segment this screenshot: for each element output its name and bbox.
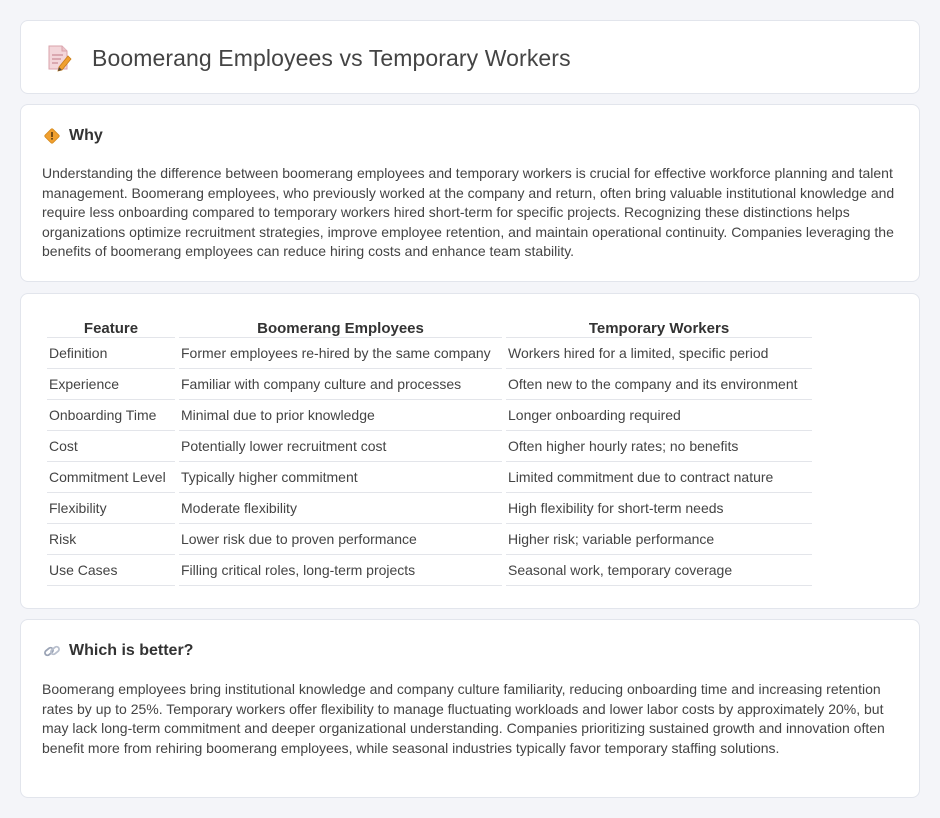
row-temporary: Higher risk; variable performance	[506, 524, 812, 555]
better-title: Which is better?	[69, 642, 194, 659]
row-boomerang: Moderate flexibility	[179, 493, 502, 524]
page-title: Boomerang Employees vs Temporary Workers	[92, 44, 571, 71]
table-row	[47, 400, 812, 431]
document-pencil-icon	[46, 43, 72, 73]
row-temporary: Limited commitment due to contract nature	[506, 462, 812, 493]
better-heading	[43, 642, 193, 660]
table-row	[47, 555, 812, 586]
comparison-table	[43, 316, 816, 586]
row-feature: Risk	[47, 524, 175, 555]
table-row	[47, 462, 812, 493]
row-feature: Use Cases	[47, 555, 175, 586]
row-temporary: High flexibility for short-term needs	[506, 493, 812, 524]
row-feature: Cost	[47, 431, 175, 462]
row-temporary: Often new to the company and its environment	[506, 369, 812, 400]
why-heading	[43, 127, 103, 145]
header-temporary: Temporary Workers	[506, 316, 812, 338]
why-title: Why	[69, 127, 103, 144]
row-boomerang: Filling critical roles, long-term projects	[179, 555, 502, 586]
header-feature: Feature	[47, 316, 175, 338]
table-row	[47, 338, 812, 369]
row-temporary: Seasonal work, temporary coverage	[506, 555, 812, 586]
row-boomerang: Lower risk due to proven performance	[179, 524, 502, 555]
row-boomerang: Familiar with company culture and processes	[179, 369, 502, 400]
diamond-sign-icon	[43, 127, 61, 145]
which-is-better-card	[20, 619, 920, 798]
row-boomerang: Former employees re-hired by the same company	[179, 338, 502, 369]
why-card	[20, 104, 920, 282]
table-row	[47, 369, 812, 400]
row-boomerang: Typically higher commitment	[179, 462, 502, 493]
row-feature: Experience	[47, 369, 175, 400]
row-feature: Definition	[47, 338, 175, 369]
comparison-card	[20, 293, 920, 609]
row-feature: Flexibility	[47, 493, 175, 524]
row-boomerang: Minimal due to prior knowledge	[179, 400, 502, 431]
why-paragraph: Understanding the difference between boomerang employees and temporary workers is crucial for effective workforce planning and talent management. Boomerang employees, who previously worked at the company and return, often bring valuable institutional knowledge and require less onboarding compared to temporary workers hired short-term for specific projects. Recognizing these distinctions helps organizations optimize recruitment strategies, improve employee retention, and maintain operational continuity. Companies leveraging the benefits of boomerang employees can reduce hiring costs and enhance team stability.	[42, 165, 895, 260]
title-row	[46, 43, 571, 73]
table-row	[47, 431, 812, 462]
row-feature: Commitment Level	[47, 462, 175, 493]
better-paragraph: Boomerang employees bring institutional knowledge and company culture familiarity, reducing onboarding time and increasing retention rates by up to 25%. Temporary workers offer flexibility to manage fluctuating workloads and lower labor costs by approximately 20%, but may lack long-term commitment and deeper organizational understanding. Companies prioritizing sustained growth and innovation often benefit more from rehiring boomerang employees, while seasonal industries typically favor temporary staffing solutions.	[42, 681, 885, 756]
row-temporary: Often higher hourly rates; no benefits	[506, 431, 812, 462]
header-boomerang: Boomerang Employees	[179, 316, 502, 338]
link-icon	[43, 642, 61, 660]
row-boomerang: Potentially lower recruitment cost	[179, 431, 502, 462]
table-row	[47, 493, 812, 524]
row-feature: Onboarding Time	[47, 400, 175, 431]
header-card	[20, 20, 920, 94]
table-row	[47, 524, 812, 555]
row-temporary: Longer onboarding required	[506, 400, 812, 431]
table-header-row	[47, 316, 812, 338]
row-temporary: Workers hired for a limited, specific period	[506, 338, 812, 369]
